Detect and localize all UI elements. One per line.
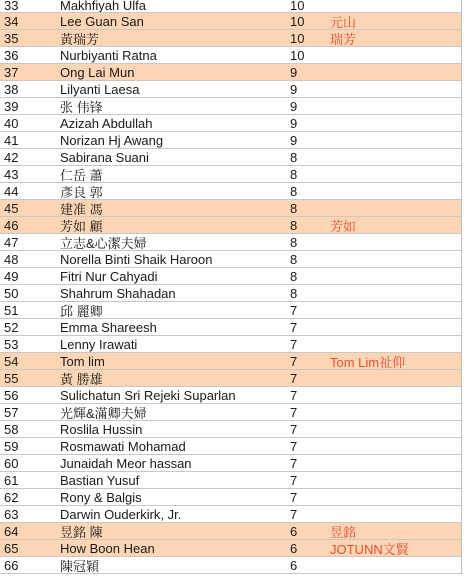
- row-number-cell: 49: [4, 268, 19, 284]
- count-cell: 10: [290, 30, 305, 46]
- count-cell: 10: [290, 0, 305, 13]
- count-cell: 10: [290, 47, 305, 63]
- table-row[interactable]: [0, 166, 461, 183]
- name-cell: Roslila Hussin: [60, 421, 143, 437]
- row-number-cell: 46: [4, 217, 19, 233]
- count-cell: 8: [290, 200, 298, 216]
- table-row[interactable]: [0, 217, 461, 234]
- table-row[interactable]: [0, 523, 461, 540]
- name-cell: Bastian Yusuf: [60, 472, 140, 488]
- row-number-cell: 44: [4, 183, 19, 199]
- count-cell: 8: [290, 251, 298, 267]
- row-number-cell: 64: [4, 523, 19, 539]
- name-cell: 黃 勝雄: [60, 371, 103, 387]
- table-row[interactable]: [0, 455, 461, 472]
- name-cell: 张 伟锋: [60, 99, 103, 115]
- table-row[interactable]: [0, 98, 461, 115]
- row-number-cell: 57: [4, 404, 19, 420]
- note-cell: 芳如: [330, 218, 357, 234]
- table-row[interactable]: [0, 540, 461, 557]
- table-row[interactable]: [0, 506, 461, 523]
- name-cell: Nurbiyanti Ratna: [60, 47, 157, 63]
- row-number-cell: 51: [4, 302, 19, 318]
- table-row[interactable]: [0, 0, 461, 13]
- table-row[interactable]: [0, 557, 461, 574]
- row-number-cell: 37: [4, 64, 19, 80]
- row-number-cell: 34: [4, 13, 19, 29]
- name-cell: How Boon Hean: [60, 540, 155, 556]
- table-row[interactable]: [0, 132, 461, 149]
- name-cell: Lilyanti Laesa: [60, 81, 140, 97]
- count-cell: 7: [290, 489, 298, 505]
- row-number-cell: 45: [4, 200, 19, 216]
- name-cell: Lenny Irawati: [60, 336, 138, 352]
- count-cell: 10: [290, 13, 305, 29]
- name-cell: Sabirana Suani: [60, 149, 149, 165]
- table-row[interactable]: [0, 370, 461, 387]
- table-row[interactable]: [0, 302, 461, 319]
- count-cell: 7: [290, 506, 298, 522]
- row-number-cell: 55: [4, 370, 19, 386]
- count-cell: 7: [290, 455, 298, 471]
- count-cell: 7: [290, 404, 298, 420]
- table-row[interactable]: [0, 489, 461, 506]
- row-number-cell: 56: [4, 387, 19, 403]
- table-row[interactable]: [0, 404, 461, 421]
- count-cell: 8: [290, 285, 298, 301]
- count-cell: 7: [290, 472, 298, 488]
- count-cell: 6: [290, 557, 298, 573]
- name-cell: Shahrum Shahadan: [60, 285, 176, 301]
- table-row[interactable]: [0, 149, 461, 166]
- count-cell: 7: [290, 421, 298, 437]
- table-row[interactable]: [0, 268, 461, 285]
- name-cell: 芳如 顧: [60, 218, 103, 234]
- count-cell: 7: [290, 302, 298, 318]
- table-row[interactable]: [0, 183, 461, 200]
- count-cell: 6: [290, 523, 298, 539]
- table-row[interactable]: [0, 64, 461, 81]
- note-cell: 昱銘: [330, 524, 357, 540]
- count-cell: 9: [290, 98, 298, 114]
- count-cell: 8: [290, 268, 298, 284]
- count-cell: 7: [290, 353, 298, 369]
- count-cell: 9: [290, 115, 298, 131]
- table-row[interactable]: [0, 115, 461, 132]
- row-number-cell: 35: [4, 30, 19, 46]
- row-number-cell: 40: [4, 115, 19, 131]
- name-cell: Azizah Abdullah: [60, 115, 153, 131]
- count-cell: 9: [290, 64, 298, 80]
- count-cell: 8: [290, 166, 298, 182]
- name-cell: Sulichatun Sri Rejeki Suparlan: [60, 387, 236, 403]
- table-row[interactable]: [0, 438, 461, 455]
- count-cell: 7: [290, 336, 298, 352]
- row-number-cell: 59: [4, 438, 19, 454]
- note-cell: 元山: [330, 14, 357, 30]
- row-number-cell: 58: [4, 421, 19, 437]
- count-cell: 8: [290, 234, 298, 250]
- name-cell: Rony & Balgis: [60, 489, 142, 505]
- name-cell: 光輝&滿卿夫婦: [60, 405, 147, 421]
- row-number-cell: 65: [4, 540, 19, 556]
- note-cell: 瑞芳: [330, 31, 357, 47]
- count-cell: 9: [290, 132, 298, 148]
- table-row[interactable]: [0, 30, 461, 47]
- count-cell: 7: [290, 387, 298, 403]
- row-number-cell: 33: [4, 0, 19, 13]
- row-number-cell: 38: [4, 81, 19, 97]
- row-number-cell: 62: [4, 489, 19, 505]
- name-cell: Norizan Hj Awang: [60, 132, 164, 148]
- name-cell: Ong Lai Mun: [60, 64, 135, 80]
- row-number-cell: 47: [4, 234, 19, 250]
- table-row[interactable]: [0, 200, 461, 217]
- row-number-cell: 52: [4, 319, 19, 335]
- row-number-cell: 63: [4, 506, 19, 522]
- count-cell: 7: [290, 319, 298, 335]
- row-number-cell: 48: [4, 251, 19, 267]
- row-number-cell: 54: [4, 353, 19, 369]
- count-cell: 7: [290, 370, 298, 386]
- note-cell: JOTUNN文賢: [330, 541, 409, 557]
- row-number-cell: 53: [4, 336, 19, 352]
- table-row[interactable]: [0, 285, 461, 302]
- name-cell: 昱銘 陳: [60, 524, 103, 540]
- row-number-cell: 60: [4, 455, 19, 471]
- table-row[interactable]: [0, 251, 461, 268]
- table-row[interactable]: [0, 81, 461, 98]
- name-cell: Makhfiyah Ulfa: [60, 0, 146, 13]
- table-row[interactable]: [0, 421, 461, 438]
- name-cell: Darwin Ouderkirk, Jr.: [60, 506, 182, 522]
- name-cell: Fitri Nur Cahyadi: [60, 268, 158, 284]
- table-row[interactable]: [0, 13, 461, 30]
- row-number-cell: 36: [4, 47, 19, 63]
- table-row[interactable]: [0, 353, 461, 370]
- row-number-cell: 50: [4, 285, 19, 301]
- name-cell: 彥良 郭: [60, 184, 103, 200]
- count-cell: 8: [290, 217, 298, 233]
- row-number-cell: 41: [4, 132, 19, 148]
- name-cell: 邱 麗卿: [60, 303, 103, 319]
- table-row[interactable]: [0, 319, 461, 336]
- table-row[interactable]: [0, 47, 461, 64]
- name-cell: Junaidah Meor hassan: [60, 455, 192, 471]
- count-cell: 6: [290, 540, 298, 556]
- row-number-cell: 61: [4, 472, 19, 488]
- name-cell: Rosmawati Mohamad: [60, 438, 186, 454]
- table-row[interactable]: [0, 234, 461, 251]
- note-cell: Tom Lim祉仰: [330, 354, 406, 370]
- name-cell: Lee Guan San: [60, 13, 144, 29]
- row-number-cell: 66: [4, 557, 19, 573]
- table-row[interactable]: [0, 387, 461, 404]
- table-row[interactable]: [0, 472, 461, 489]
- count-cell: 8: [290, 183, 298, 199]
- name-cell: 仁岳 蕭: [60, 167, 103, 183]
- row-number-cell: 42: [4, 149, 19, 165]
- name-cell: Tom lim: [60, 353, 105, 369]
- count-cell: 8: [290, 149, 298, 165]
- name-cell: 黃瑞芳: [60, 31, 100, 47]
- row-number-cell: 43: [4, 166, 19, 182]
- table-row[interactable]: [0, 336, 461, 353]
- name-cell: Emma Shareesh: [60, 319, 157, 335]
- count-cell: 7: [290, 438, 298, 454]
- row-number-cell: 39: [4, 98, 19, 114]
- name-cell: Norella Binti Shaik Haroon: [60, 251, 213, 267]
- name-cell: 陳冠穎: [60, 558, 100, 574]
- count-cell: 9: [290, 81, 298, 97]
- name-cell: 立志&心潔夫婦: [60, 235, 147, 251]
- name-cell: 建准 馮: [60, 201, 103, 217]
